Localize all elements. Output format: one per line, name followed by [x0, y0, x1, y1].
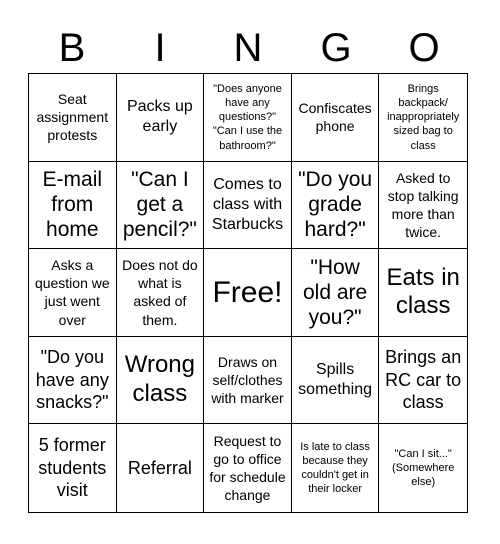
cell-text: "Do you have any snacks?" [35, 347, 109, 413]
bingo-cell[interactable] [117, 337, 205, 425]
bingo-cell[interactable] [379, 249, 467, 337]
cell-text: Referral [127, 457, 192, 478]
bingo-cell[interactable] [29, 162, 117, 250]
free-cell[interactable] [204, 249, 292, 337]
cell-text: 5 former students visit [38, 435, 107, 501]
cell-text: "How old are you?" [302, 255, 368, 330]
bingo-cell[interactable] [117, 74, 205, 162]
cell-text: Request to go to office for schedule change [209, 432, 286, 504]
bingo-cell[interactable] [292, 424, 380, 512]
cell-text: Confiscates phone [298, 100, 372, 135]
cell-text: Packs up early [126, 98, 193, 136]
bingo-cell[interactable] [292, 162, 380, 250]
cell-text: "Does anyone have any questions?" "Can I use the bathroom?" [212, 82, 283, 152]
cell-text: Free! [212, 275, 283, 309]
cell-text: Seat assignment protests [36, 91, 109, 144]
bingo-cell[interactable] [379, 162, 467, 250]
bingo-cell[interactable] [29, 337, 117, 425]
header-letter-n: N [233, 26, 263, 70]
bingo-cell[interactable] [379, 337, 467, 425]
bingo-cell[interactable] [292, 249, 380, 337]
bingo-cell[interactable] [204, 162, 292, 250]
cell-text: Comes to class with Starbucks [211, 175, 284, 233]
bingo-cell[interactable] [29, 424, 117, 512]
cell-text: "Do you grade hard?" [298, 168, 373, 242]
cell-text: Brings backpack/ inappropriately sized bag to class [387, 82, 460, 152]
header-letter-o: O [408, 26, 440, 70]
bingo-cell[interactable] [29, 249, 117, 337]
cell-text: Wrong class [124, 351, 196, 408]
cell-text: Eats in class [386, 263, 460, 320]
header-letter-b: B [58, 26, 86, 70]
bingo-cell[interactable] [29, 74, 117, 162]
header-letter-g: G [320, 26, 352, 70]
bingo-cell[interactable] [117, 162, 205, 250]
bingo-cell[interactable] [204, 337, 292, 425]
cell-text: "Can I get a pencil?" [122, 168, 197, 242]
cell-text: E-mail from home [42, 168, 103, 242]
header-letter-i: I [154, 26, 166, 70]
bingo-header [28, 22, 468, 74]
cell-text: Asked to stop talking more than twice. [387, 169, 459, 241]
bingo-cell[interactable] [292, 74, 380, 162]
bingo-cell[interactable] [204, 74, 292, 162]
bingo-cell[interactable] [379, 424, 467, 512]
cell-text: Spills something [298, 361, 372, 399]
bingo-cell[interactable] [292, 337, 380, 425]
cell-text: Is late to class because they couldn't get in their locker [300, 440, 370, 496]
bingo-cell[interactable] [117, 249, 205, 337]
cell-text: Brings an RC car to class [385, 347, 462, 413]
bingo-cell[interactable] [379, 74, 467, 162]
cell-text: "Can I sit..." (Somewhere else) [392, 447, 455, 489]
bingo-grid [28, 73, 468, 513]
cell-text: Asks a question we just went over [34, 257, 110, 328]
cell-text: Does not do what is asked of them. [122, 257, 198, 328]
bingo-cell[interactable] [204, 424, 292, 512]
bingo-cell[interactable] [117, 424, 205, 512]
cell-text: Draws on self/clothes with marker [211, 353, 284, 407]
